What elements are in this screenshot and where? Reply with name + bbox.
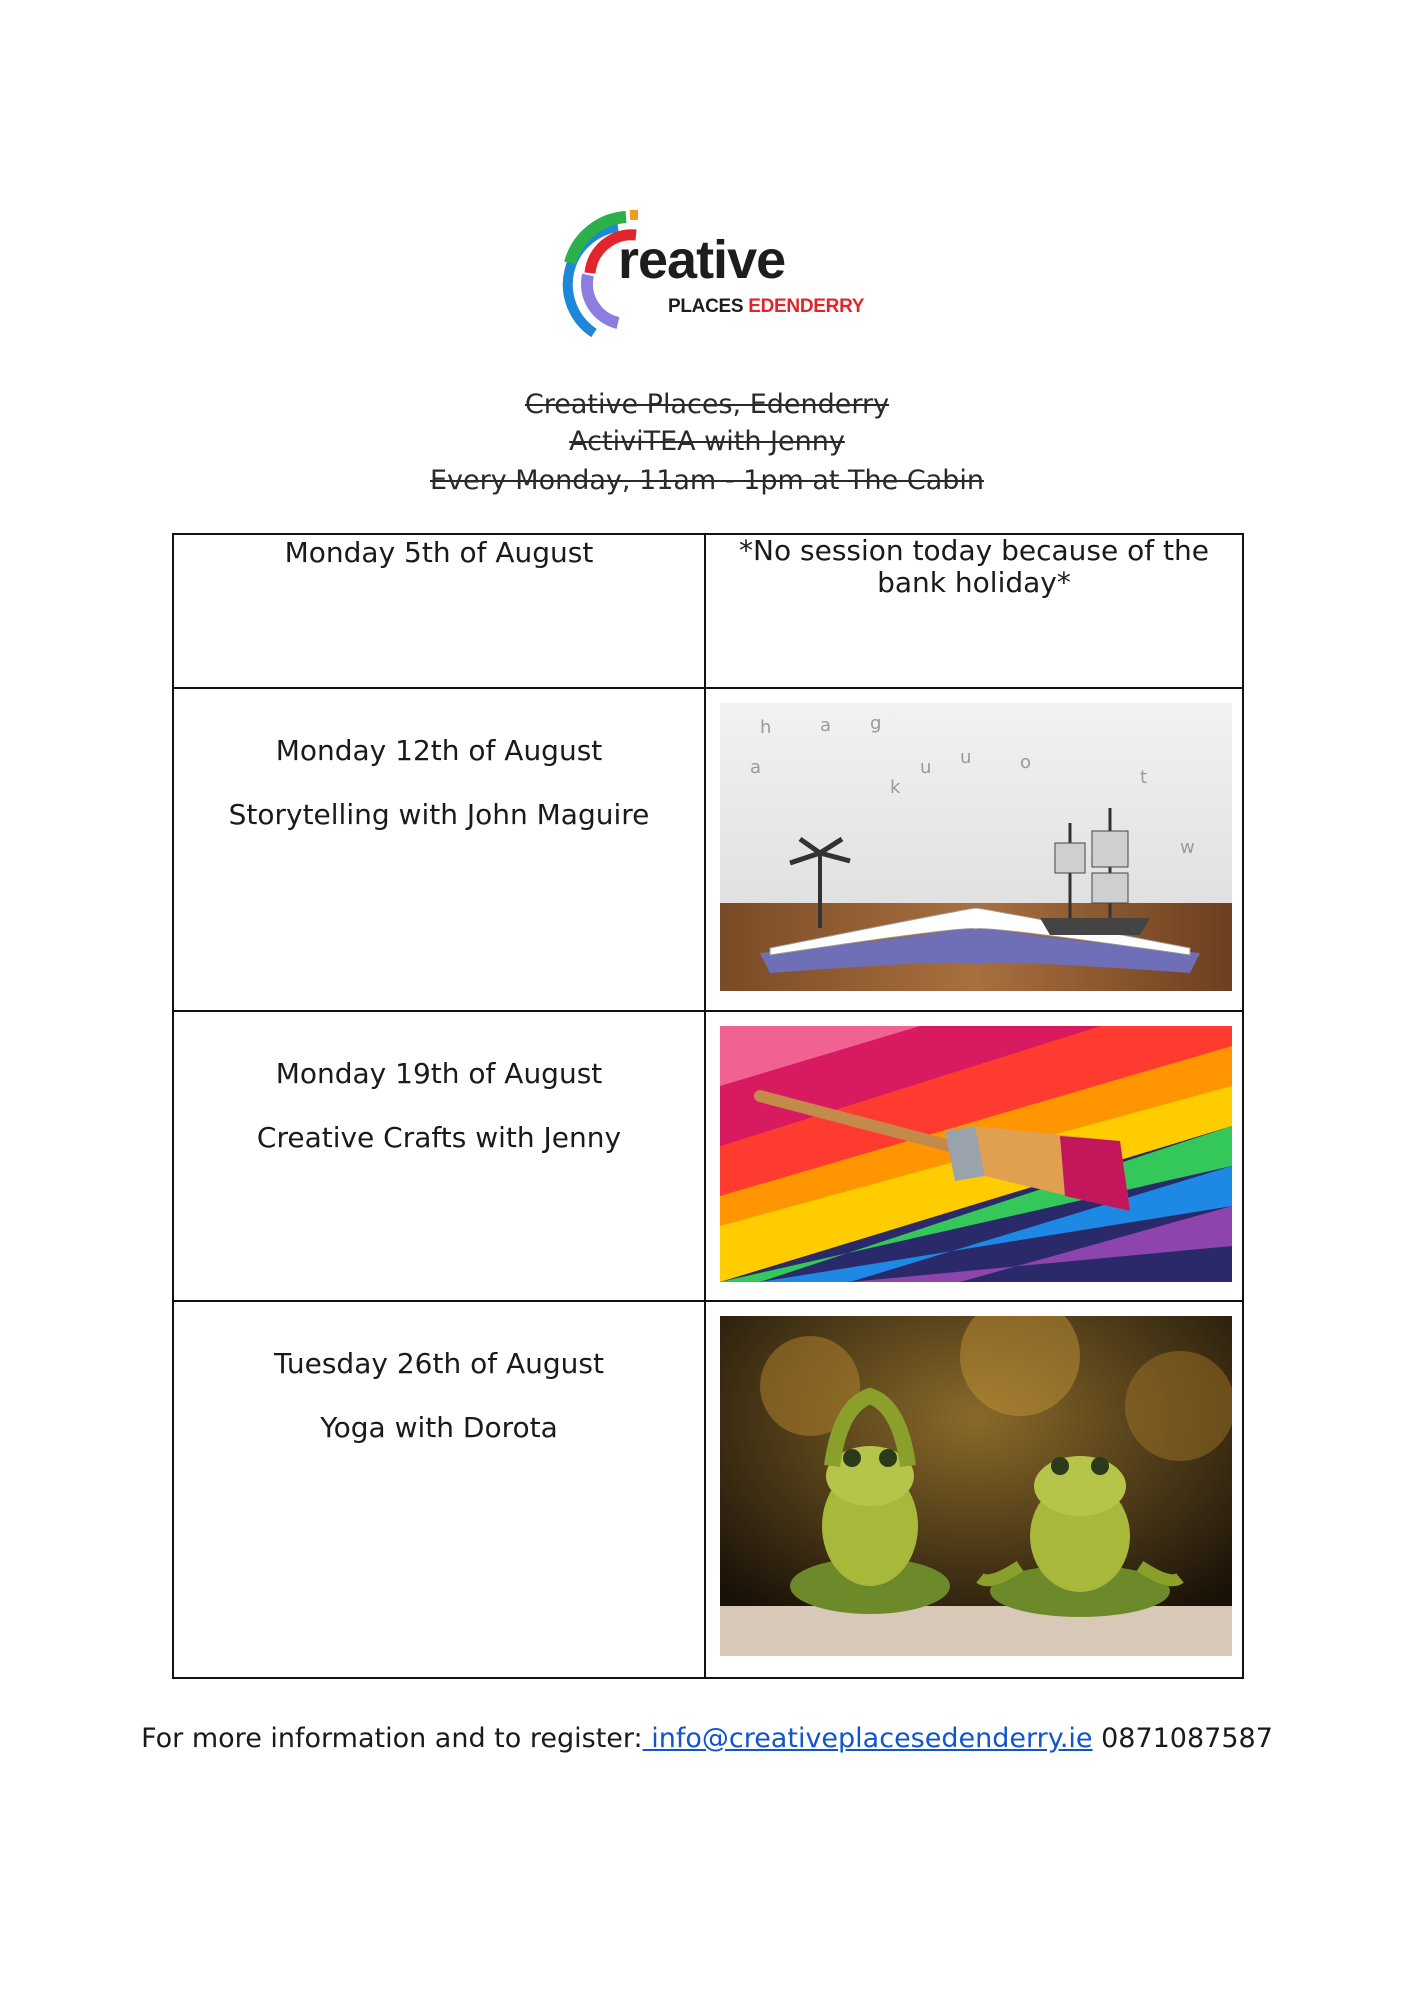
- event-date: Tuesday 26th of August: [274, 1347, 604, 1380]
- svg-text:o: o: [1020, 752, 1032, 773]
- svg-text:k: k: [890, 777, 901, 798]
- schedule-table: [172, 533, 1244, 1679]
- event-note: *No session today because of the bank holiday*: [739, 534, 1209, 599]
- paintbrush-rainbow-image: [720, 1026, 1232, 1282]
- svg-text:h: h: [760, 717, 772, 738]
- logo-wordmark: reative: [618, 230, 786, 290]
- creative-places-logo: [548, 205, 888, 345]
- event-title: Yoga with Dorota: [320, 1411, 558, 1444]
- storybook-image: [720, 703, 1232, 991]
- table-row: [173, 534, 1243, 688]
- event-date: Monday 5th of August: [173, 534, 705, 688]
- heading-line-2: ActiviTEA with Jenny: [569, 426, 845, 457]
- heading-line-3: Every Monday, 11am - 1pm at The Cabin: [429, 465, 985, 496]
- svg-text:a: a: [820, 715, 832, 736]
- logo-subtitle: PLACES EDENDERRY: [668, 296, 865, 317]
- svg-text:a: a: [750, 757, 762, 778]
- footer-text: For more information and to register:: [141, 1723, 643, 1754]
- svg-text:g: g: [870, 713, 882, 734]
- event-date: Monday 12th of August: [275, 734, 603, 767]
- svg-text:u: u: [960, 747, 972, 768]
- svg-text:w: w: [1180, 837, 1195, 858]
- event-title: Storytelling with John Maguire: [228, 798, 650, 831]
- table-row: [173, 688, 1243, 1011]
- heading-line-1: Creative Places, Edenderry: [524, 389, 890, 420]
- svg-text:u: u: [920, 757, 932, 778]
- table-row: [173, 1301, 1243, 1678]
- table-row: [173, 1011, 1243, 1301]
- event-date: Monday 19th of August: [275, 1057, 603, 1090]
- event-title: Creative Crafts with Jenny: [256, 1121, 622, 1154]
- phone-number: 0871087587: [1092, 1723, 1273, 1754]
- yoga-frogs-image: [720, 1316, 1232, 1656]
- email-link[interactable]: info@creativeplacesedenderry.ie: [642, 1723, 1093, 1754]
- svg-text:t: t: [1140, 767, 1148, 788]
- footer-contact: [0, 1720, 1414, 1758]
